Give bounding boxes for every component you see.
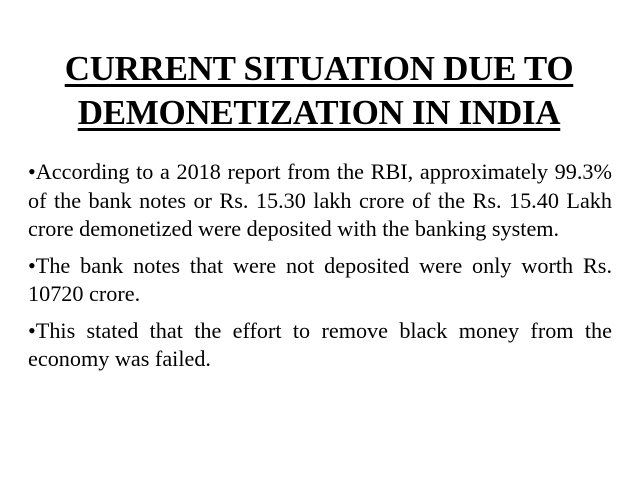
bullet-item-2: •The bank notes that were not deposited were only worth Rs. 10720 crore. — [28, 252, 612, 306]
title-line-2-text: DEMONETIZATION IN INDIA — [77, 93, 561, 133]
bullet-item-3: •This stated that the effort to remove black money from the economy was failed. — [28, 317, 612, 371]
title-line-2 — [0, 91, 638, 135]
slide-title — [0, 47, 638, 135]
bullet-item-1: •According to a 2018 report from the RBI, approximately 99.3% of the bank notes or Rs. 15.30 lakh crore of the Rs. 15.40 Lakh crore demonetized were deposited with the banking system. — [28, 159, 612, 241]
title-line-1-text: CURRENT SITUATION DUE TO — [64, 49, 574, 89]
title-line-1 — [0, 47, 638, 91]
bullet-list — [28, 158, 612, 382]
